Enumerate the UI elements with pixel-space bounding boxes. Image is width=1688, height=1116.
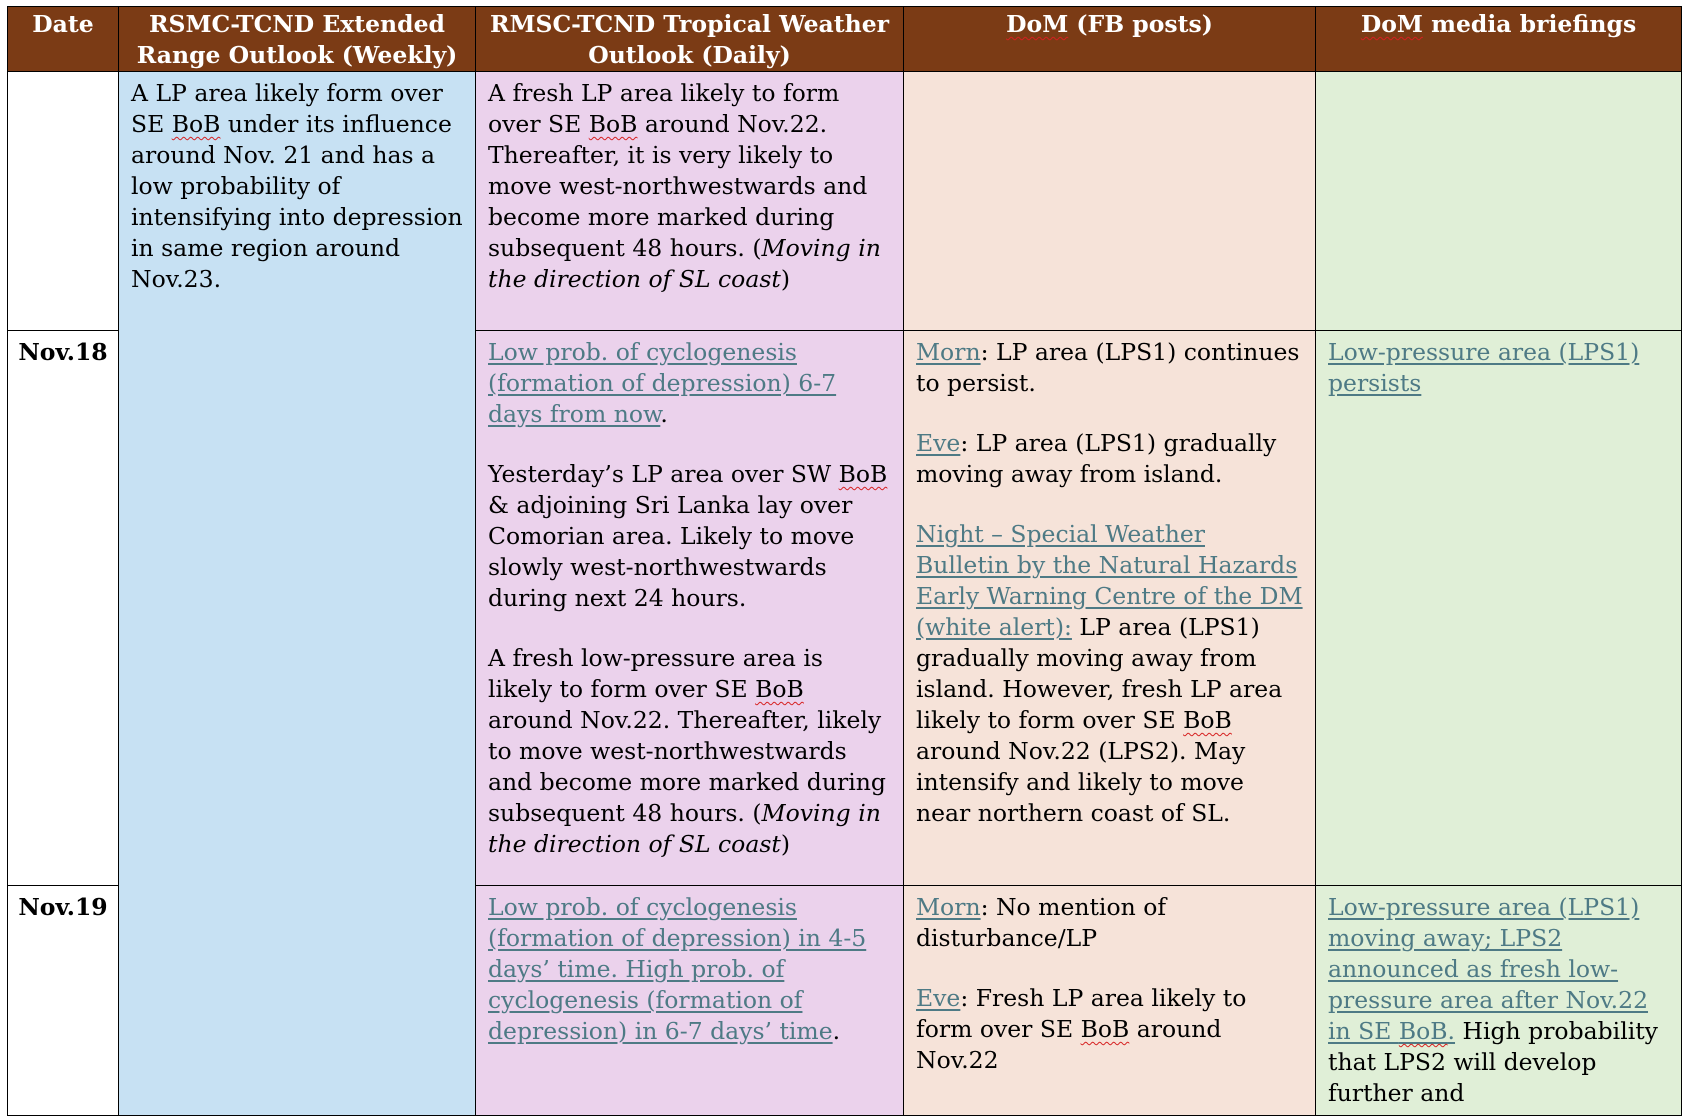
spellcheck-word: BoB (171, 110, 221, 138)
date-cell: Nov.19 (8, 886, 119, 1116)
media-briefings-cell (1316, 331, 1682, 886)
header-dom-fb-rest: (FB posts) (1068, 10, 1213, 38)
forecast-comparison-table (7, 6, 1682, 1116)
header-row (8, 7, 1682, 72)
header-rmsc-line1: RMSC-TCND Tropical Weather (489, 10, 890, 38)
daily-outlook-cell: A fresh LP area likely to form over SE BoB around Nov.22. Thereafter, it is very likely to move west-northwestwards and become more marked during subsequent 48 hours. (Moving in the direction of SL coast) (476, 72, 904, 331)
date-cell-empty (8, 72, 119, 331)
daily-outlook-cell: Low prob. of cyclogenesis (formation of depression) 6-7 days from now. Yesterday’s LP area over SW BoB & adjoining Sri Lanka lay over Comorian area. Likely to move slowly west-northwestwards during next 24 hours. A fresh low-pressure area is likely to form over SE BoB around Nov.22. Thereafter, likely to move west-northwestwards and become more marked during subsequent 48 hours. (Moving in the direction of SL coast) (476, 331, 904, 886)
media-briefing-link[interactable]: Low-pressure area (LPS1) persists (1328, 338, 1640, 397)
media-briefings-cell (1316, 72, 1682, 331)
spellcheck-word: BoB (1080, 1015, 1130, 1043)
spellcheck-word: BoB (1398, 1017, 1448, 1045)
table-row (8, 72, 1682, 331)
media-briefings-cell: Low-pressure area (LPS1) moving away; LPS2 announced as fresh low-pressure area after Nov.22 in SE BoB. High probability that LPS2 will develop further and (1316, 886, 1682, 1116)
morn-post-link[interactable]: Morn (916, 338, 981, 366)
extended-outlook-cell: A LP area likely form over SE BoB under its influence around Nov. 21 and has a low probability of intensifying into depression in same region around Nov.23. (119, 72, 476, 1116)
header-dom-fb-abbrev: DoM (1006, 10, 1069, 38)
header-dom-media-abbrev: DoM (1360, 10, 1423, 38)
header-dom-media (1316, 7, 1682, 72)
fb-posts-cell: Morn: LP area (LPS1) continues to persist. Eve: LP area (LPS1) gradually moving away from island. Night – Special Weather Bulletin by the Natural Hazards Early Warning Centre of the DM (white alert): LP area (LPS1) gradually moving away from island. However, fresh LP area likely to form over SE BoB around Nov.22 (LPS2). May intensify and likely to move near northern coast of SL. (904, 331, 1316, 886)
header-rsmc-line1: RSMC-TCND Extended (149, 10, 445, 38)
special-bulletin-link[interactable]: Night – Special Weather Bulletin by the Natural Hazards Early Warning Centre of the DM (white alert): (916, 520, 1303, 641)
header-rmsc-daily (476, 7, 904, 72)
spellcheck-word: BoB (838, 460, 888, 488)
fb-posts-cell: Morn: No mention of disturbance/LP Eve: Fresh LP area likely to form over SE BoB around Nov.22 (904, 886, 1316, 1116)
header-rsmc-line2: Range Outlook (Weekly) (136, 41, 458, 69)
eve-post-link[interactable]: Eve (916, 984, 961, 1012)
daily-outlook-link[interactable]: Low prob. of cyclogenesis (formation of depression) 6-7 days from now (488, 338, 837, 428)
header-dom-fb (904, 7, 1316, 72)
spellcheck-word: BoB (1183, 706, 1232, 734)
header-date: Date (8, 7, 119, 72)
morn-post-link[interactable]: Morn (916, 893, 981, 921)
media-briefing-link[interactable]: Low-pressure area (LPS1) moving away; LPS2 announced as fresh low-pressure area after Nov.22 in SE BoB. (1328, 893, 1649, 1045)
daily-outlook-link[interactable]: Low prob. of cyclogenesis (formation of depression) in 4-5 days’ time. High prob. of cyclogenesis (formation of depression) in 6-7 days’ time (488, 893, 867, 1045)
eve-post-link[interactable]: Eve (916, 429, 961, 457)
spellcheck-word: BoB (755, 675, 804, 703)
date-cell: Nov.18 (8, 331, 119, 886)
header-rmsc-line2: Outlook (Daily) (588, 41, 791, 69)
spellcheck-word: BoB (588, 110, 638, 138)
header-rsmc-extended (119, 7, 476, 72)
daily-outlook-cell: Low prob. of cyclogenesis (formation of depression) in 4-5 days’ time. High prob. of cyclogenesis (formation of depression) in 6-7 days’ time. (476, 886, 904, 1116)
header-dom-media-rest: media briefings (1422, 10, 1637, 38)
fb-posts-cell (904, 72, 1316, 331)
